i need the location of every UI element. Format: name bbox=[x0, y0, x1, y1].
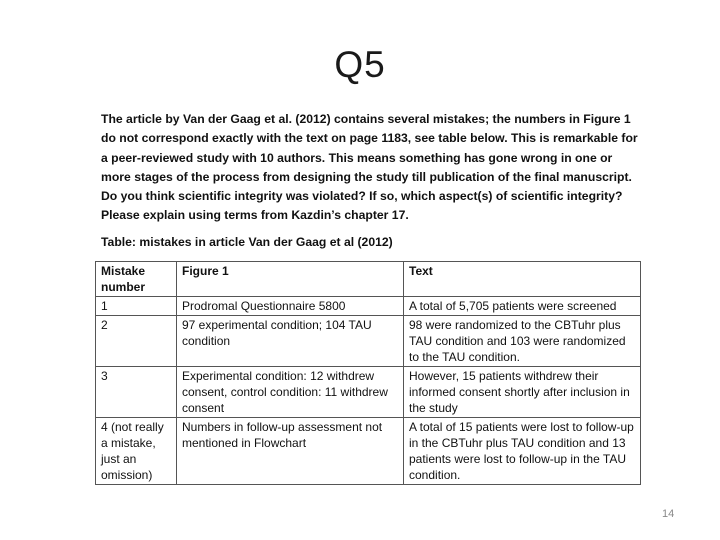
mistake-number-cell: 4 (not really a mistake, just an omission) bbox=[96, 418, 177, 485]
header-figure-1: Figure 1 bbox=[177, 262, 404, 297]
table-header-row bbox=[96, 262, 641, 297]
figure-1-cell: Prodromal Questionnaire 5800 bbox=[177, 297, 404, 316]
text-cell: A total of 5,705 patients were screened bbox=[404, 297, 641, 316]
text-cell: However, 15 patients withdrew their informed consent shortly after inclusion in the study bbox=[404, 367, 641, 418]
figure-1-cell: Numbers in follow-up assessment not mentioned in Flowchart bbox=[177, 418, 404, 485]
text-cell: 98 were randomized to the CBTuhr plus TAU condition and 103 were randomized to the TAU condition. bbox=[404, 316, 641, 367]
mistakes-table bbox=[95, 261, 641, 485]
header-text: Text bbox=[404, 262, 641, 297]
table-row bbox=[96, 316, 641, 367]
text-cell: A total of 15 patients were lost to follow-up in the CBTuhr plus TAU condition and 13 patients were lost to follow-up in the TAU condition. bbox=[404, 418, 641, 485]
table-row bbox=[96, 367, 641, 418]
table-caption: Table: mistakes in article Van der Gaag et al (2012) bbox=[101, 235, 393, 249]
table-row bbox=[96, 297, 641, 316]
figure-1-cell: Experimental condition: 12 withdrew consent, control condition: 11 withdrew consent bbox=[177, 367, 404, 418]
mistake-number-cell: 1 bbox=[96, 297, 177, 316]
intro-paragraph: The article by Van der Gaag et al. (2012) contains several mistakes; the numbers in Figure 1 do not correspond exactly with the text on page 1183, see table below. This is remarkable for a peer-reviewed study with 10 authors. This means something has gone wrong in one or more stages of the process from designing the study till publication of the final manuscript. Do you think scientific integrity was violated? If so, which aspect(s) of scientific integrity? Please explain using terms from Kazdin’s chapter 17. bbox=[101, 112, 638, 223]
page-number: 14 bbox=[662, 508, 675, 520]
slide-title: Q5 bbox=[334, 44, 386, 85]
mistake-number-cell: 3 bbox=[96, 367, 177, 418]
figure-1-cell: 97 experimental condition; 104 TAU condition bbox=[177, 316, 404, 367]
header-mistake-number: Mistake number bbox=[96, 262, 177, 297]
table-row bbox=[96, 418, 641, 485]
mistake-number-cell: 2 bbox=[96, 316, 177, 367]
